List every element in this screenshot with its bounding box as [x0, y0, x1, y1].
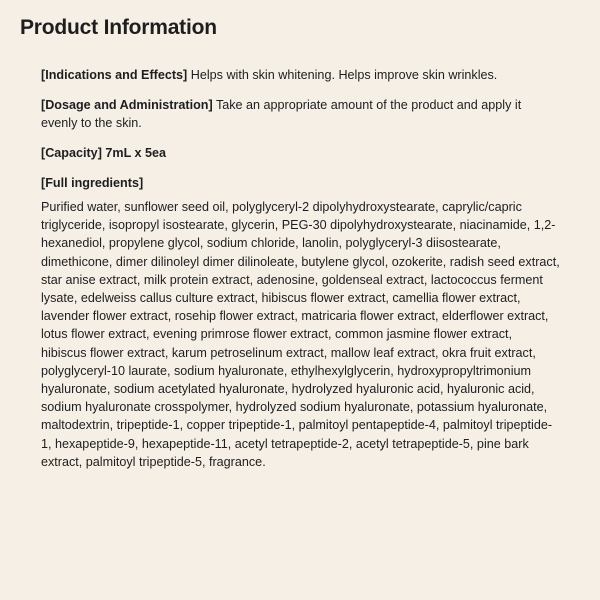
indications-label: [Indications and Effects] [41, 68, 188, 82]
dosage-text: Take an appropriate amount of the product and apply it evenly to the skin. [41, 98, 522, 130]
indications-section [41, 66, 561, 84]
dosage-label: [Dosage and Administration] [41, 98, 213, 112]
capacity-section [41, 144, 561, 162]
product-details [41, 66, 561, 471]
capacity-label: [Capacity] 7mL x 5ea [41, 146, 167, 160]
page-title: Product Information [20, 16, 217, 39]
ingredients-text: Purified water, sunflower seed oil, polyglyceryl-2 dipolyhydroxystearate, caprylic/capric triglyceride, isopropyl isostearate, glycerin, PEG-30 dipolyhydroxystearate, niacinamide, 1,2-hexanediol, propylene glycol, sodium chloride, lanolin, polyglyceryl-3 diisostearate, dimethicone, dimer dilinoleyl dimer dilinoleate, butylene glycol, ozokerite, radish seed extract, star anise extract, milk protein extract, adenosine, goldenseal extract, lactococcus ferment lysate, edelweiss callus culture extract, hibiscus flower extract, camellia flower extract, lavender flower extract, rosehip flower extract, matricaria flower extract, elderflower extract, lotus flower extract, evening primrose flower extract, common jasmine flower extract, hibiscus flower extract, karum petroselinum extract, mallow leaf extract, okra fruit extract, polyglyceryl-10 laurate, sodium hyaluronate, ethylhexylglycerin, hydroxypropyltrimonium hyaluronate, sodium acetylated hyaluronate, hydrolyzed hyaluronic acid, hyaluronic acid, sodium hyaluronate crosspolymer, hydrolyzed sodium hyaluronate, potassium hyaluronate, maltodextrin, tripeptide-1, copper tripeptide-1, palmitoyl pentapeptide-4, palmitoyl tripeptide-1, hexapeptide-9, hexapeptide-11, acetyl tetrapeptide-2, acetyl tetrapeptide-5, pine bark extract, palmitoyl tripeptide-5, fragrance. [41, 200, 560, 469]
dosage-section [41, 96, 561, 132]
ingredients-label: [Full ingredients] [41, 176, 144, 190]
indications-text: Helps with skin whitening. Helps improve skin wrinkles. [187, 68, 498, 82]
